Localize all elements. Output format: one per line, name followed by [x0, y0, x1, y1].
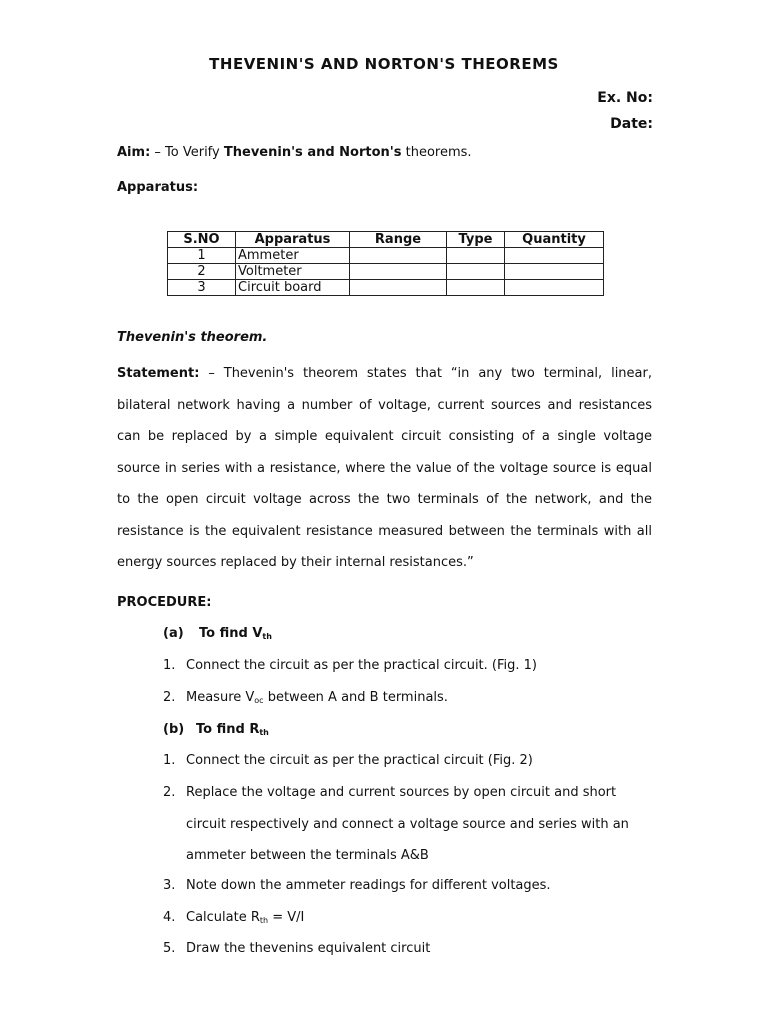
aim-label: Aim: [117, 145, 151, 160]
cell-apparatus: Circuit board [236, 280, 350, 296]
ex-no-label: Ex. No: [597, 90, 653, 106]
statement-text: – Thevenin's theorem states that “in any two terminal, linear, bilateral network having a number of voltage, current sources and resistances can be replaced by a simple equivalent circuit consisting of a single voltage source in series with a resistance, where the value of the voltage source is equal to the open circuit voltage across the two terminals of the network, and the resistance is the equivalent resistance measured between the terminals with all energy sources replaced by their internal resistances.” [117, 366, 652, 570]
thevenin-heading: Thevenin's theorem. [117, 330, 268, 345]
part-b-heading [163, 722, 269, 737]
aim-paragraph [117, 145, 472, 160]
cell-sno: 3 [168, 280, 236, 296]
cell-quantity [505, 280, 604, 296]
procedure-heading: PROCEDURE: [117, 595, 212, 610]
step-text [186, 690, 656, 709]
part-b-label: (b) [163, 722, 185, 737]
part-a-label: (a) [163, 626, 184, 641]
part-a-subscript: th [262, 632, 272, 641]
cell-sno: 2 [168, 264, 236, 280]
page-title: THEVENIN'S AND NORTON'S THEOREMS [209, 55, 559, 73]
step-text-pre: Calculate R [186, 910, 260, 925]
date-label: Date: [610, 116, 653, 132]
aim-text-post: theorems. [401, 145, 472, 160]
part-b-text: To find R [196, 722, 260, 737]
step-number: 1. [163, 753, 176, 768]
step-subscript: th [259, 916, 269, 925]
statement-paragraph [117, 358, 652, 579]
step-number: 1. [163, 658, 176, 673]
cell-quantity [505, 248, 604, 264]
table-row [168, 248, 604, 264]
step-text: Connect the circuit as per the practical circuit (Fig. 2) [186, 753, 533, 768]
cell-sno: 1 [168, 248, 236, 264]
header-range: Range [350, 232, 447, 248]
part-a-text: To find V [199, 626, 263, 641]
aim-bold-part: Thevenin's and Norton's [223, 145, 402, 160]
cell-range [350, 280, 447, 296]
apparatus-table [167, 231, 604, 296]
step-text-post: = V/I [268, 910, 305, 925]
cell-range [350, 248, 447, 264]
step-subscript: oc [254, 696, 264, 705]
step-text-pre: Measure V [186, 690, 255, 705]
header-apparatus: Apparatus [236, 232, 350, 248]
step-text: Connect the circuit as per the practical circuit. (Fig. 1) [186, 658, 537, 673]
step-number: 2. [163, 785, 176, 800]
table-row [168, 264, 604, 280]
step-text [186, 910, 656, 929]
step-number: 5. [163, 941, 176, 956]
header-sno: S.NO [168, 232, 236, 248]
header-quantity: Quantity [505, 232, 604, 248]
header-type: Type [447, 232, 505, 248]
statement-label: Statement: [117, 366, 200, 381]
part-a-heading [163, 626, 272, 641]
step-number: 3. [163, 878, 176, 893]
table-header-row [168, 232, 604, 248]
step-text: Note down the ammeter readings for different voltages. [186, 878, 551, 893]
part-b-subscript: th [259, 728, 269, 737]
cell-range [350, 264, 447, 280]
step-text: Draw the thevenins equivalent circuit [186, 941, 431, 956]
aim-text-pre: – To Verify [150, 145, 224, 160]
apparatus-heading: Apparatus: [117, 180, 199, 195]
step-number: 4. [163, 910, 176, 925]
step-number: 2. [163, 690, 176, 705]
cell-quantity [505, 264, 604, 280]
cell-type [447, 248, 505, 264]
step-text-post: between A and B terminals. [263, 690, 448, 705]
table-row [168, 280, 604, 296]
cell-apparatus: Voltmeter [236, 264, 350, 280]
cell-apparatus: Ammeter [236, 248, 350, 264]
cell-type [447, 264, 505, 280]
cell-type [447, 280, 505, 296]
step-text: Replace the voltage and current sources by open circuit and short circuit respectively and connect a voltage source and series with an ammeter between the terminals A&B [186, 785, 629, 863]
